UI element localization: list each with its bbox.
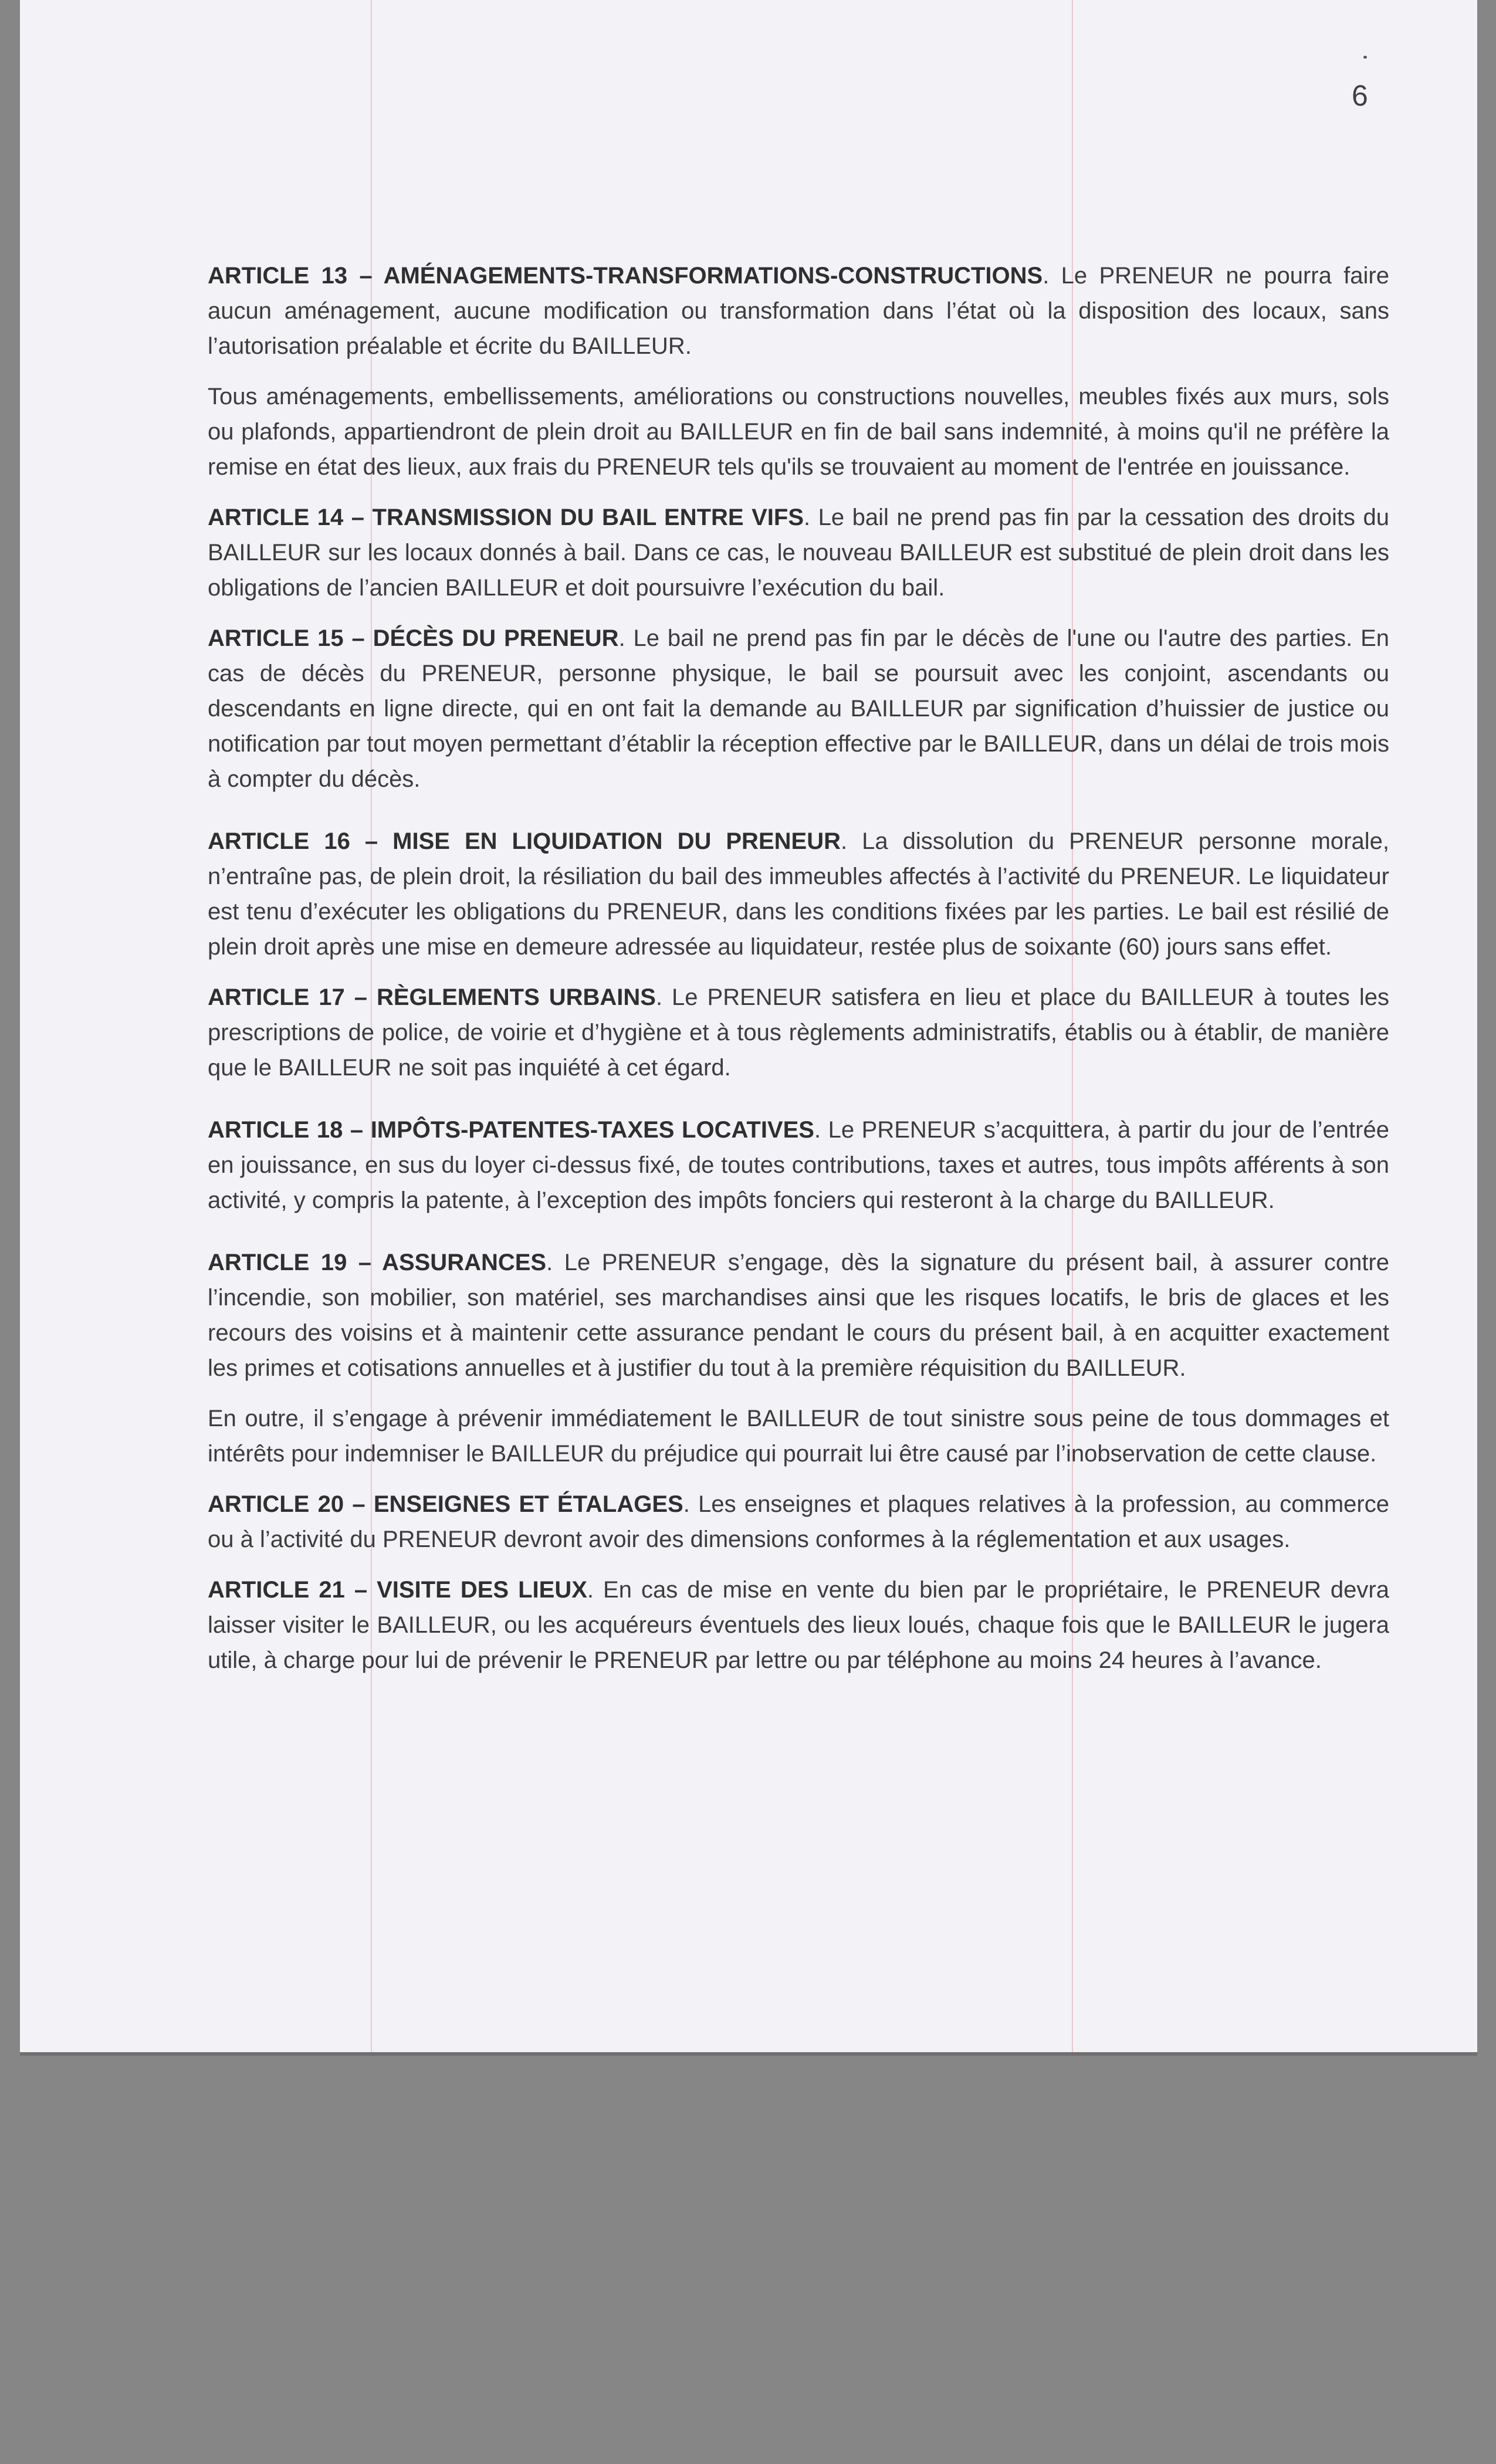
article-13-paragraph-2: Tous aménagements, embellissements, améliorations ou constructions nouvelles, meubles fixés aux murs, sols ou plafonds, appartiendront de plein droit au BAILLEUR en fin de bail sans indemnité, à moins qu'il ne préfère la remise en état des lieux, aux frais du PRENEUR tels qu'ils se trouvaient au moment de l'entrée en jouissance. (208, 384, 1389, 480)
document-body (208, 258, 1389, 1693)
article-text: . Le PRENEUR s’acquittera, à partir du jour de l’entrée en jouissance, en sus du loyer ci-dessus fixé, de toutes contributions, taxes et autres, tous impôts afférents à son activité, y compris la patente, à l’exception des impôts fonciers qui resteront à la charge du BAILLEUR. (208, 1117, 1389, 1213)
article-18 (208, 1112, 1389, 1218)
article-title: ARTICLE 14 – TRANSMISSION DU BAIL ENTRE VIFS (208, 505, 804, 530)
page-number: 6 (1352, 79, 1368, 112)
article-16 (208, 824, 1389, 964)
article-title: ARTICLE 20 – ENSEIGNES ET ÉTALAGES (208, 1491, 683, 1517)
article-text: . Le bail ne prend pas fin par le décès de l'une ou l'autre des parties. En cas de décès du PRENEUR, personne physique, le bail se poursuit avec les conjoint, ascendants ou descendants en ligne directe, qui en ont fait la demande au BAILLEUR par signification d’huissier de justice ou notification par tout moyen permettant d’établir la réception effective par le BAILLEUR, dans un délai de trois mois à compter du décès. (208, 625, 1390, 792)
article-20 (208, 1487, 1389, 1557)
article-title: ARTICLE 15 – DÉCÈS DU PRENEUR (208, 625, 619, 651)
article-title: ARTICLE 13 – AMÉNAGEMENTS-TRANSFORMATIONS-CONSTRUCTIONS (208, 263, 1043, 289)
article-text: . Le PRENEUR s’engage, dès la signature du présent bail, à assurer contre l’incendie, son mobilier, son matériel, ses marchandises ainsi que les risques locatifs, le bris de glaces et les recours des voisins et à maintenir cette assurance pendant le cours du présent bail, à en acquitter exactement les primes et cotisations annuelles et à justifier du tout à la première réquisition du BAILLEUR. (208, 1250, 1389, 1381)
article-title: ARTICLE 19 – ASSURANCES (208, 1250, 547, 1275)
article-19 (208, 1245, 1389, 1386)
article-17 (208, 980, 1389, 1085)
article-text: . Le PRENEUR ne pourra faire aucun aménagement, aucune modification ou transformation dans l’état où la disposition des locaux, sans l’autorisation préalable et écrite du BAILLEUR. (208, 263, 1389, 359)
article-title: ARTICLE 17 – RÈGLEMENTS URBAINS (208, 984, 656, 1010)
article-14 (208, 500, 1389, 605)
document-page (20, 0, 1477, 2052)
article-15 (208, 621, 1389, 797)
article-text: . Les enseignes et plaques relatives à la profession, au commerce ou à l’activité du PRENEUR devront avoir des dimensions conformes à la réglementation et aux usages. (208, 1491, 1389, 1552)
article-title: ARTICLE 16 – MISE EN LIQUIDATION DU PRENEUR (208, 828, 841, 854)
article-title: ARTICLE 18 – IMPÔTS-PATENTES-TAXES LOCATIVES (208, 1117, 814, 1143)
article-text: . Le bail ne prend pas fin par la cessation des droits du BAILLEUR sur les locaux donnés à bail. Dans ce cas, le nouveau BAILLEUR est substitué de plein droit dans les obligations de l’ancien BAILLEUR et doit poursuivre l’exécution du bail. (208, 505, 1389, 601)
article-text: . En cas de mise en vente du bien par le propriétaire, le PRENEUR devra laisser visiter le BAILLEUR, ou les acquéreurs éventuels des lieux loués, chaque fois que le BAILLEUR le jugera utile, à charge pour lui de prévenir le PRENEUR par lettre ou par téléphone au moins 24 heures à l’avance. (208, 1577, 1389, 1673)
article-text: . Le PRENEUR satisfera en lieu et place du BAILLEUR à toutes les prescriptions de police, de voirie et d’hygiène et à tous règlements administratifs, établis ou à établir, de manière que le BAILLEUR ne soit pas inquiété à cet égard. (208, 984, 1389, 1081)
article-19-paragraph-2: En outre, il s’engage à prévenir immédiatement le BAILLEUR de tout sinistre sous peine de tous dommages et intérêts pour indemniser le BAILLEUR du préjudice qui pourrait lui être causé par l’inobservation de cette clause. (208, 1406, 1389, 1467)
article-21 (208, 1572, 1389, 1678)
article-13 (208, 258, 1389, 364)
article-text: . La dissolution du PRENEUR personne morale, n’entraîne pas, de plein droit, la résiliation du bail des immeubles affectés à l’activité du PRENEUR. Le liquidateur est tenu d’exécuter les obligations du PRENEUR, dans les conditions fixées par les parties. Le bail est résilié de plein droit après une mise en demeure adressée au liquidateur, restée plus de soixante (60) jours sans effet. (208, 828, 1389, 960)
article-title: ARTICLE 21 – VISITE DES LIEUX (208, 1577, 587, 1603)
scan-speck (1363, 56, 1367, 59)
